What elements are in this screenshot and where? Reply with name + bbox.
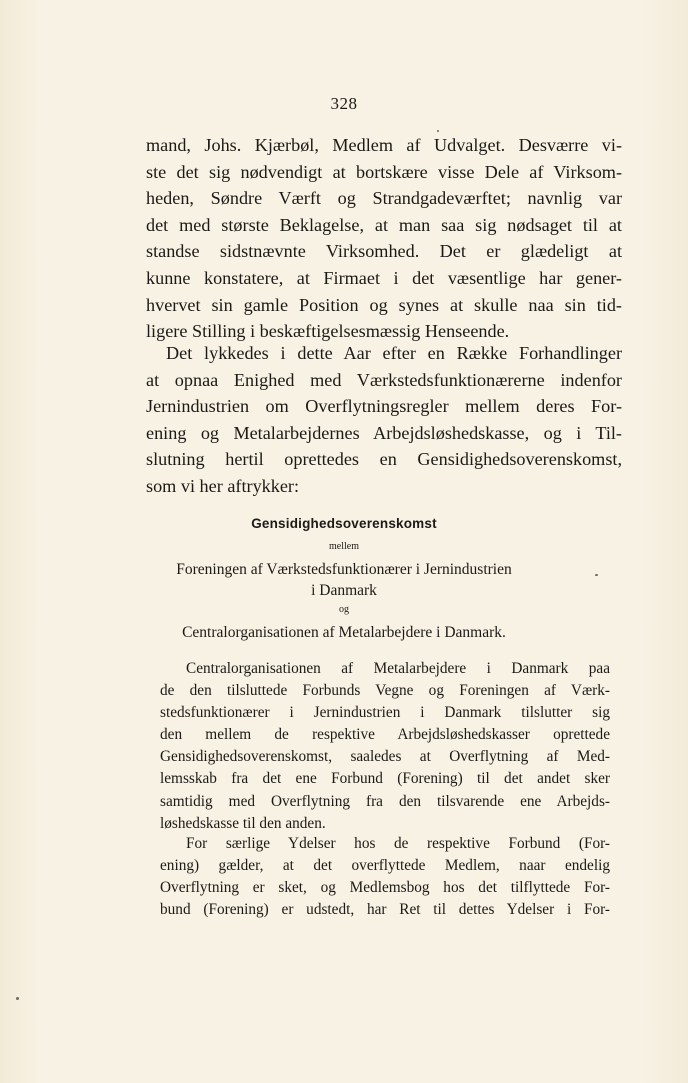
text-line: slutning hertil oprettedes en Gensidighedsoverenskomst,: [146, 449, 622, 470]
agreement-party-2: Centralorganisationen af Metalarbejdere i Danmark.: [182, 624, 506, 641]
text-line: Jernindustrien om Overflytningsregler mellem deres For-: [146, 396, 622, 417]
text-line: Det lykkedes i dette Aar efter en Række Forhandlinger: [166, 343, 622, 363]
print-speck: [437, 130, 439, 132]
text-line: ening) gælder, at det overflyttede Medlem, naar endelig: [160, 857, 610, 875]
text-line: det med største Beklagelse, at man saa sig nødsaget til at: [146, 214, 622, 235]
text-line: lemsskab fra det ene Forbund (Forening) til det andet sker: [160, 770, 610, 788]
agreement-party-1-country: i Danmark: [311, 582, 377, 599]
text-line: som vi her aftrykker:: [146, 475, 300, 496]
text-line: ste det sig nødvendigt at bortskære visse Dele af Virksom-: [146, 161, 622, 182]
text-line: kunne konstatere, at Firmaet i det væsentlige har gener-: [146, 267, 622, 288]
print-speck: [16, 997, 19, 1000]
agreement-paragraph-1: [160, 658, 610, 835]
text-line: løshedskasse til den anden.: [160, 814, 326, 832]
paragraph-2: [146, 340, 622, 500]
text-line: For særlige Ydelser hos de respektive Forbund (For-: [186, 835, 610, 852]
agreement-party-1: Foreningen af Værkstedsfunktionærer i Jernindustrien: [176, 561, 512, 578]
text-line: samtidig med Overflytning fra den tilsvarende ene Arbejds-: [160, 792, 610, 810]
text-line: Centralorganisationen af Metalarbejdere i Danmark paa: [186, 660, 610, 677]
text-line: mand, Johs. Kjærbøl, Medlem af Udvalget. Desværre vi-: [146, 135, 622, 155]
text-line: at opnaa Enighed med Værkstedsfunktionærerne indenfor: [146, 369, 622, 390]
agreement-paragraph-2: [160, 833, 610, 921]
text-line: heden, Søndre Værft og Strandgadeværftet; navnlig var: [146, 188, 622, 209]
text-line: Gensidighedsoverenskomst, saaledes at Overflytning af Med-: [160, 748, 610, 766]
paragraph-1: [146, 132, 622, 345]
print-speck: [595, 574, 598, 576]
text-line: Overflytning er sket, og Medlemsbog hos det tilflyttede For-: [160, 879, 610, 897]
text-line: ligere Stilling i beskæftigelsesmæssig Henseende.: [146, 321, 510, 342]
agreement-title: Gensidighedsoverenskomst: [251, 516, 437, 531]
agreement-og: og: [339, 604, 349, 615]
text-line: bund (Forening) er udstedt, har Ret til dettes Ydelser i For-: [160, 901, 610, 919]
page-number: 328: [330, 94, 358, 113]
text-line: de den tilsluttede Forbunds Vegne og Foreningen af Værk-: [160, 682, 610, 700]
text-line: standse sidstnævnte Virksomhed. Det er glædeligt at: [146, 241, 622, 262]
text-line: hvervet sin gamle Position og synes at skulle naa sin tid-: [146, 294, 622, 315]
text-line: ening og Metalarbejdernes Arbejdsløshedskasse, og i Til-: [146, 422, 622, 443]
text-line: stedsfunktionærer i Jernindustrien i Danmark tilslutter sig: [160, 704, 610, 722]
text-line: den mellem de respektive Arbejdsløshedskasser oprettede: [160, 726, 610, 744]
agreement-mellem: mellem: [329, 541, 359, 552]
